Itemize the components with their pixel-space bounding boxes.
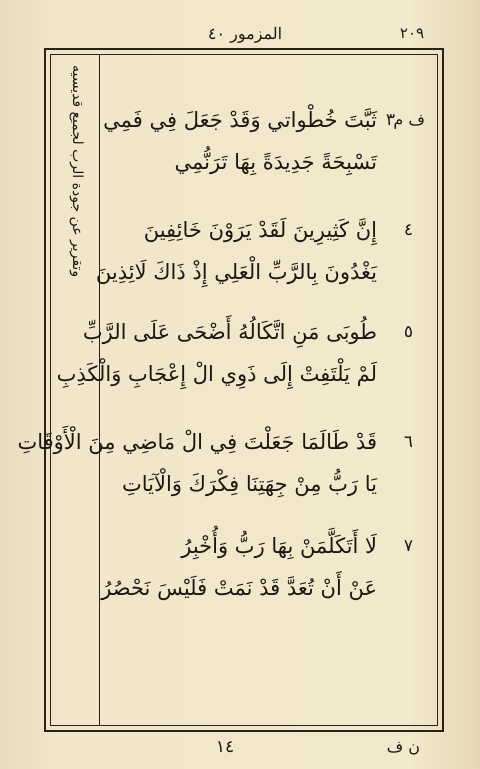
verse-text: لَا أَتَكَلَّمَنْ بِهَا رَبُّ وَأُخْبِرُ bbox=[181, 534, 377, 558]
verse-line bbox=[111, 209, 421, 251]
psalm-title: المزمور ٤٠ bbox=[207, 24, 283, 43]
text-frame-inner bbox=[17, 54, 438, 726]
page-footer bbox=[30, 737, 420, 761]
verse-number: ٧ bbox=[403, 536, 413, 556]
verse-line bbox=[103, 99, 425, 141]
verse-text: تَسْبِحَةً جَدِيدَةً بِهَا تَرَنُّمِي bbox=[174, 150, 377, 174]
page-number: ٢٠٩ bbox=[399, 24, 424, 42]
folio-number: ١٤ bbox=[215, 737, 235, 757]
verse-text: لَمْ يَلْتَفِتْ إِلَى ذَوِي الْ إِعْجَابِ وَالْكَذِبِ bbox=[56, 362, 377, 386]
verse-number: ٣ bbox=[385, 110, 395, 130]
stanza bbox=[101, 525, 421, 609]
verse-text: عَنْ أَنْ تُعَدَّ قَدْ نَمَتْ فَلَيْسَ نَحْصُرُ bbox=[101, 576, 377, 600]
verse-line bbox=[111, 141, 421, 183]
verse-line bbox=[82, 311, 421, 353]
verse-line bbox=[111, 463, 421, 505]
verse-text: طُوبَى مَنِ اتَّكَالُهُ أَضْحَى عَلَى الرَّبِّ bbox=[82, 320, 377, 344]
verse-number: ٦ bbox=[403, 432, 413, 452]
verse-text: ثَبَّتَ خُطْواتي وَقَدْ جَعَلَ فِي فَمِي bbox=[103, 108, 377, 132]
margin-note: وتقرير عن جودة الرب لجميع قديسيه bbox=[69, 65, 85, 278]
verse-line bbox=[17, 421, 421, 463]
verse-line bbox=[56, 353, 421, 395]
verse-text: يَا رَبُّ مِنْ جِهَتِنَا فِكْرَكَ وَالْآيَاتِ bbox=[122, 472, 377, 496]
verse-number: ٤ bbox=[403, 220, 413, 240]
stanza bbox=[17, 421, 421, 505]
verse-text: يَغْدُونَ بِالرَّبِّ الْعَلِي إِذْ ذَاكَ لَائِذِينَ bbox=[95, 260, 377, 284]
stanza bbox=[56, 311, 421, 395]
verse-line bbox=[95, 251, 421, 293]
stanza bbox=[95, 209, 421, 293]
verse-text: إِنَّ كَثِيرِينَ لَقَدْ يَرَوْنَ خَائِفِينَ bbox=[143, 218, 377, 242]
stanza bbox=[103, 99, 425, 183]
text-frame bbox=[17, 48, 444, 732]
signature-mark: ن ف bbox=[386, 737, 420, 756]
verse-line bbox=[111, 525, 421, 567]
verse-number: ٥ bbox=[403, 322, 413, 342]
section-marker: ف م bbox=[393, 110, 425, 129]
verse-text: قَدْ طَالَمَا جَعَلْتَ فِي الْ مَاضِي مِنَ الْأَوْقَاتِ bbox=[17, 430, 377, 454]
verse-line bbox=[101, 567, 421, 609]
running-header bbox=[66, 24, 424, 50]
